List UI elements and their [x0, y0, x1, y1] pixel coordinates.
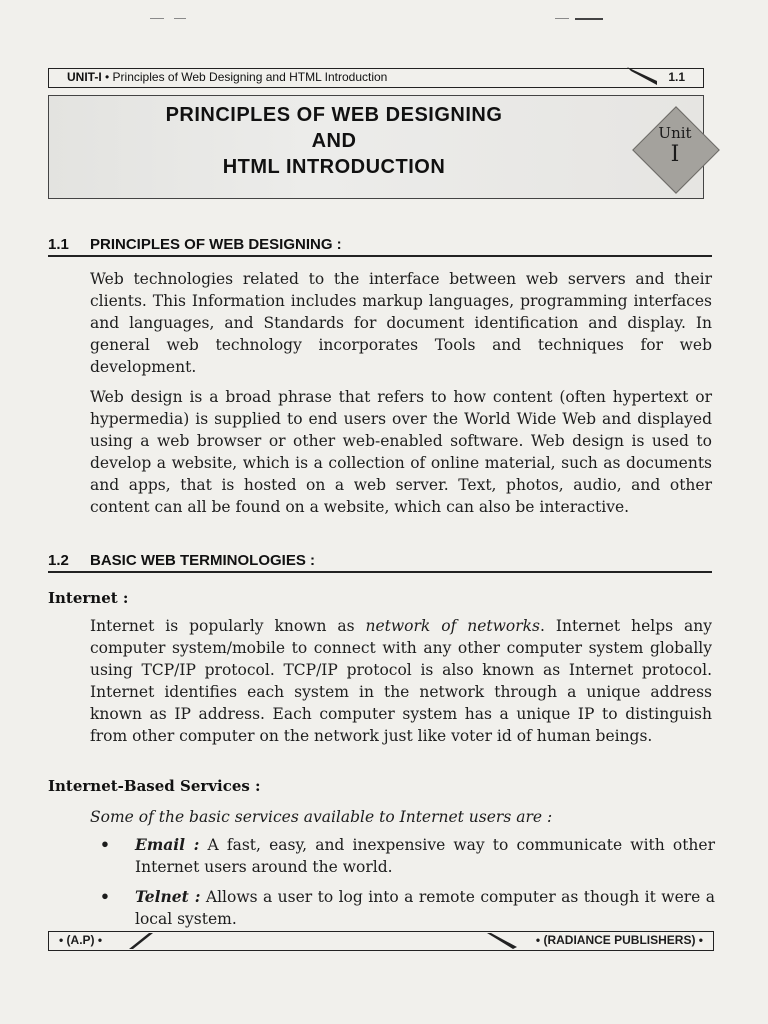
header-subject: Principles of Web Designing and HTML Introduction — [112, 70, 388, 84]
section-heading-1-2 — [48, 552, 712, 573]
paragraph-internet — [90, 615, 712, 747]
bullet-term: Telnet : — [135, 887, 201, 906]
header-slash-icon — [627, 67, 657, 87]
section-number: 1.1 — [48, 236, 69, 253]
title-line-2: AND — [311, 130, 357, 152]
section-heading-1-1 — [48, 236, 712, 257]
header-unit: UNIT-I — [67, 70, 102, 84]
header-separator: • — [101, 70, 113, 84]
chapter-title-box — [48, 95, 704, 199]
scan-mark — [150, 18, 164, 19]
bullet-text: A fast, easy, and inexpensive way to communicate with other Internet users around the world. — [135, 836, 715, 876]
running-footer — [48, 931, 714, 951]
bullet-icon: • — [100, 835, 110, 854]
unit-badge-word: Unit — [658, 124, 692, 142]
footer-slash-icon — [487, 931, 517, 951]
paragraph-web-technologies: Web technologies related to the interface between web servers and their clients. This Information includes markup languages, programming interfaces and languages, and Standards for document identification and display. In general web technology incorporates Tools and techniques for web development. — [90, 270, 712, 376]
section-title: PRINCIPLES OF WEB DESIGNING : — [90, 236, 342, 253]
internet-text-start: Internet is popularly known as — [90, 617, 366, 635]
bullet-text: Allows a user to log into a remote computer as though it were a local system. — [135, 888, 715, 928]
footer-slash-icon — [129, 931, 153, 951]
section-title: BASIC WEB TERMINOLOGIES : — [90, 552, 315, 569]
paragraph-web-design: Web design is a broad phrase that refers to how content (often hypertext or hypermedia) is supplied to end users over the World Wide Web and displayed using a web browser or other web-enabled software. Web design is used to develop a website, which is a collection of online material, such as documents and apps, that is hosted on a web server. Text, photos, audio, and other content can all be found on a website, which can also be interactive. — [90, 388, 712, 516]
section-number: 1.2 — [48, 552, 69, 569]
scan-mark — [174, 18, 186, 19]
bullet-term: Email : — [135, 835, 200, 854]
chapter-title — [49, 96, 619, 198]
scan-mark — [555, 18, 569, 19]
bullet-icon: • — [100, 887, 110, 906]
title-line-1: PRINCIPLES OF WEB DESIGNING — [165, 104, 503, 126]
footer-right: • (RADIANCE PUBLISHERS) • — [535, 933, 703, 947]
unit-badge-numeral: I — [670, 142, 680, 167]
internet-text-rest: . Internet helps any computer system/mobile to connect with any other computer system globally using TCP/IP protocol. TCP/IP protocol is also known as Internet protocol. Internet identifies each system in the network through a unique address known as IP address. Each computer system has a unique IP to distinguish from other computer on the network just like voter id of human beings. — [90, 617, 713, 745]
unit-badge — [632, 106, 718, 192]
subheading-internet-services: Internet-Based Services : — [48, 777, 261, 795]
footer-left: • (A.P) • — [59, 933, 103, 947]
subheading-internet: Internet : — [48, 589, 129, 607]
scan-mark — [575, 18, 603, 20]
title-line-3: HTML INTRODUCTION — [222, 156, 446, 178]
services-intro: Some of the basic services available to Internet users are : — [90, 808, 553, 826]
internet-emphasis: network of networks — [365, 617, 540, 635]
running-header — [48, 68, 704, 88]
header-page-number: 1.1 — [668, 70, 685, 84]
